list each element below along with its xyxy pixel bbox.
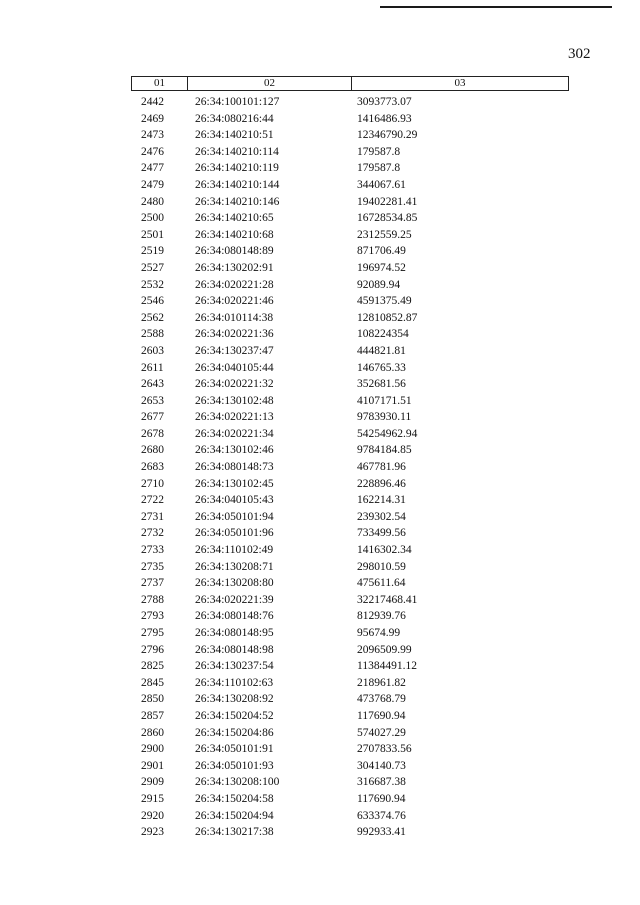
- cadastral-number-cell: 26:34:130102:45: [195, 477, 274, 490]
- row-number-cell: 2680: [141, 444, 164, 457]
- value-cell: 733499.56: [357, 527, 406, 540]
- table-row: [131, 575, 569, 592]
- cadastral-number-cell: 26:34:130102:46: [195, 444, 274, 457]
- row-number-cell: 2562: [141, 311, 164, 324]
- cadastral-number-cell: 26:34:020221:13: [195, 411, 274, 424]
- row-number-cell: 2901: [141, 759, 164, 772]
- cadastral-number-cell: 26:34:130217:38: [195, 826, 274, 839]
- table-row: [131, 708, 569, 725]
- row-number-cell: 2733: [141, 544, 164, 557]
- cadastral-number-cell: 26:34:140210:51: [195, 129, 274, 142]
- row-number-cell: 2722: [141, 494, 164, 507]
- row-number-cell: 2860: [141, 726, 164, 739]
- value-cell: 179587.8: [357, 145, 401, 158]
- cadastral-number-cell: 26:34:110102:63: [195, 676, 274, 689]
- value-cell: 9784184.85: [357, 444, 412, 457]
- cadastral-number-cell: 26:34:100101:127: [195, 96, 280, 108]
- data-table: [131, 76, 569, 841]
- row-number-cell: 2683: [141, 461, 164, 474]
- header-cell-01: 01: [132, 77, 188, 90]
- value-cell: 3093773.07: [357, 96, 412, 108]
- table-row: [131, 127, 569, 144]
- value-cell: 633374.76: [357, 809, 406, 822]
- cadastral-number-cell: 26:34:130208:71: [195, 560, 274, 573]
- table-row: [131, 642, 569, 659]
- table-row: [131, 277, 569, 294]
- cadastral-number-cell: 26:34:080148:95: [195, 627, 274, 639]
- row-number-cell: 2678: [141, 427, 164, 440]
- cadastral-number-cell: 26:34:110102:49: [195, 544, 274, 557]
- cadastral-number-cell: 26:34:080148:98: [195, 643, 274, 656]
- cadastral-number-cell: 26:34:140210:146: [195, 195, 280, 208]
- table-row: [131, 343, 569, 360]
- table-row: [131, 393, 569, 410]
- cadastral-number-cell: 26:34:040105:44: [195, 361, 274, 374]
- value-cell: 444821.81: [357, 344, 406, 357]
- cadastral-number-cell: 26:34:050101:96: [195, 527, 274, 540]
- row-number-cell: 2788: [141, 593, 164, 606]
- table-row: [131, 525, 569, 542]
- value-cell: 239302.54: [357, 510, 406, 523]
- cadastral-number-cell: 26:34:130208:80: [195, 577, 274, 590]
- table-header: [131, 76, 569, 91]
- value-cell: 11384491.12: [357, 660, 417, 673]
- table-row: [131, 376, 569, 393]
- cadastral-number-cell: 26:34:020221:28: [195, 278, 274, 291]
- value-cell: 95674.99: [357, 627, 401, 639]
- table-row: [131, 310, 569, 327]
- top-rule: [380, 6, 612, 8]
- value-cell: 179587.8: [357, 162, 401, 175]
- page-number: 302: [568, 46, 591, 62]
- row-number-cell: 2825: [141, 660, 164, 673]
- table-row: [131, 194, 569, 211]
- table-row: [131, 542, 569, 559]
- cadastral-number-cell: 26:34:140210:144: [195, 178, 280, 191]
- cadastral-number-cell: 26:34:150204:94: [195, 809, 274, 822]
- cadastral-number-cell: 26:34:140210:119: [195, 162, 279, 175]
- cadastral-number-cell: 26:34:140210:114: [195, 145, 279, 158]
- value-cell: 228896.46: [357, 477, 406, 490]
- value-cell: 467781.96: [357, 461, 406, 474]
- table-row: [131, 509, 569, 526]
- value-cell: 1416302.34: [357, 544, 412, 557]
- row-number-cell: 2900: [141, 743, 164, 756]
- cadastral-number-cell: 26:34:130208:100: [195, 776, 280, 789]
- table-row: [131, 592, 569, 609]
- table-row: [131, 492, 569, 509]
- table-row: [131, 144, 569, 161]
- row-number-cell: 2473: [141, 129, 164, 142]
- value-cell: 108224354: [357, 328, 409, 341]
- row-number-cell: 2442: [141, 96, 164, 108]
- table-row: [131, 824, 569, 841]
- value-cell: 117690.94: [357, 792, 406, 805]
- value-cell: 304140.73: [357, 759, 406, 772]
- table-row: [131, 725, 569, 742]
- row-number-cell: 2909: [141, 776, 164, 789]
- table-row: [131, 442, 569, 459]
- value-cell: 19402281.41: [357, 195, 418, 208]
- table-row: [131, 94, 569, 111]
- cadastral-number-cell: 26:34:080148:89: [195, 245, 274, 258]
- table-row: [131, 791, 569, 808]
- row-number-cell: 2850: [141, 693, 164, 706]
- table-row: [131, 360, 569, 377]
- table-row: [131, 326, 569, 343]
- cadastral-number-cell: 26:34:040105:43: [195, 494, 274, 507]
- value-cell: 4107171.51: [357, 394, 412, 407]
- value-cell: 475611.64: [357, 577, 406, 590]
- row-number-cell: 2710: [141, 477, 164, 490]
- row-number-cell: 2731: [141, 510, 164, 523]
- cadastral-number-cell: 26:34:140210:65: [195, 212, 274, 225]
- cadastral-number-cell: 26:34:130237:54: [195, 660, 274, 673]
- value-cell: 473768.79: [357, 693, 406, 706]
- table-row: [131, 691, 569, 708]
- table-row: [131, 243, 569, 260]
- table-row: [131, 210, 569, 227]
- table-row: [131, 160, 569, 177]
- value-cell: 2312559.25: [357, 228, 412, 241]
- value-cell: 146765.33: [357, 361, 406, 374]
- table-row: [131, 741, 569, 758]
- value-cell: 992933.41: [357, 826, 406, 839]
- cadastral-number-cell: 26:34:150204:86: [195, 726, 274, 739]
- cadastral-number-cell: 26:34:150204:52: [195, 709, 274, 722]
- row-number-cell: 2603: [141, 344, 164, 357]
- value-cell: 196974.52: [357, 261, 406, 274]
- table-row: [131, 293, 569, 310]
- table-row: [131, 625, 569, 642]
- value-cell: 344067.61: [357, 178, 406, 191]
- row-number-cell: 2737: [141, 577, 164, 590]
- table-row: [131, 758, 569, 775]
- value-cell: 352681.56: [357, 378, 406, 391]
- cadastral-number-cell: 26:34:020221:32: [195, 378, 274, 391]
- cadastral-number-cell: 26:34:130208:92: [195, 693, 274, 706]
- row-number-cell: 2480: [141, 195, 164, 208]
- table-row: [131, 459, 569, 476]
- value-cell: 871706.49: [357, 245, 406, 258]
- row-number-cell: 2923: [141, 826, 164, 839]
- row-number-cell: 2920: [141, 809, 164, 822]
- table-row: [131, 808, 569, 825]
- header-cell-03: 03: [454, 77, 466, 89]
- row-number-cell: 2735: [141, 560, 164, 573]
- cadastral-number-cell: 26:34:130202:91: [195, 261, 274, 274]
- table-row: [131, 227, 569, 244]
- cadastral-number-cell: 26:34:020221:36: [195, 328, 274, 341]
- row-number-cell: 2915: [141, 792, 164, 805]
- cadastral-number-cell: 26:34:020221:39: [195, 593, 274, 606]
- cadastral-number-cell: 26:34:020221:46: [195, 295, 274, 308]
- value-cell: 12810852.87: [357, 311, 418, 324]
- cadastral-number-cell: 26:34:050101:93: [195, 759, 274, 772]
- table-row: [131, 658, 569, 675]
- value-cell: 574027.29: [357, 726, 406, 739]
- value-cell: 316687.38: [357, 776, 406, 789]
- header-cell-02: 02: [188, 77, 352, 90]
- row-number-cell: 2845: [141, 676, 164, 689]
- value-cell: 16728534.85: [357, 212, 418, 225]
- table-row: [131, 559, 569, 576]
- row-number-cell: 2469: [141, 112, 164, 125]
- cadastral-number-cell: 26:34:130237:47: [195, 344, 274, 357]
- table-row: [131, 774, 569, 791]
- value-cell: 218961.82: [357, 676, 406, 689]
- table-row: [131, 111, 569, 128]
- cadastral-number-cell: 26:34:140210:68: [195, 228, 274, 241]
- row-number-cell: 2732: [141, 527, 164, 540]
- value-cell: 298010.59: [357, 560, 406, 573]
- table-row: [131, 409, 569, 426]
- row-number-cell: 2795: [141, 627, 164, 639]
- value-cell: 54254962.94: [357, 427, 418, 440]
- row-number-cell: 2611: [141, 361, 164, 374]
- cadastral-number-cell: 26:34:080148:76: [195, 610, 274, 623]
- row-number-cell: 2588: [141, 328, 164, 341]
- table-row: [131, 177, 569, 194]
- table-row: [131, 426, 569, 443]
- value-cell: 2096509.99: [357, 643, 412, 656]
- value-cell: 32217468.41: [357, 593, 418, 606]
- row-number-cell: 2546: [141, 295, 164, 308]
- value-cell: 92089.94: [357, 278, 401, 291]
- cadastral-number-cell: 26:34:080148:73: [195, 461, 274, 474]
- value-cell: 812939.76: [357, 610, 406, 623]
- row-number-cell: 2519: [141, 245, 164, 258]
- value-cell: 117690.94: [357, 709, 406, 722]
- row-number-cell: 2532: [141, 278, 164, 291]
- table-row: [131, 260, 569, 277]
- value-cell: 1416486.93: [357, 112, 412, 125]
- row-number-cell: 2479: [141, 178, 164, 191]
- row-number-cell: 2501: [141, 228, 164, 241]
- row-number-cell: 2500: [141, 212, 164, 225]
- cadastral-number-cell: 26:34:130102:48: [195, 394, 274, 407]
- value-cell: 2707833.56: [357, 743, 412, 756]
- cadastral-number-cell: 26:34:080216:44: [195, 112, 274, 125]
- row-number-cell: 2527: [141, 261, 164, 274]
- row-number-cell: 2476: [141, 145, 164, 158]
- value-cell: 9783930.11: [357, 411, 412, 424]
- cadastral-number-cell: 26:34:050101:94: [195, 510, 274, 523]
- row-number-cell: 2793: [141, 610, 164, 623]
- row-number-cell: 2643: [141, 378, 164, 391]
- value-cell: 4591375.49: [357, 295, 412, 308]
- row-number-cell: 2477: [141, 162, 164, 175]
- row-number-cell: 2677: [141, 411, 164, 424]
- cadastral-number-cell: 26:34:150204:58: [195, 792, 274, 805]
- cadastral-number-cell: 26:34:020221:34: [195, 427, 274, 440]
- table-row: [131, 675, 569, 692]
- table-row: [131, 476, 569, 493]
- row-number-cell: 2653: [141, 394, 164, 407]
- cadastral-number-cell: 26:34:050101:91: [195, 743, 274, 756]
- cadastral-number-cell: 26:34:010114:38: [195, 311, 274, 324]
- table-row: [131, 608, 569, 625]
- row-number-cell: 2857: [141, 709, 164, 722]
- row-number-cell: 2796: [141, 643, 164, 656]
- value-cell: 12346790.29: [357, 129, 418, 142]
- value-cell: 162214.31: [357, 494, 406, 507]
- table-body: [131, 91, 569, 841]
